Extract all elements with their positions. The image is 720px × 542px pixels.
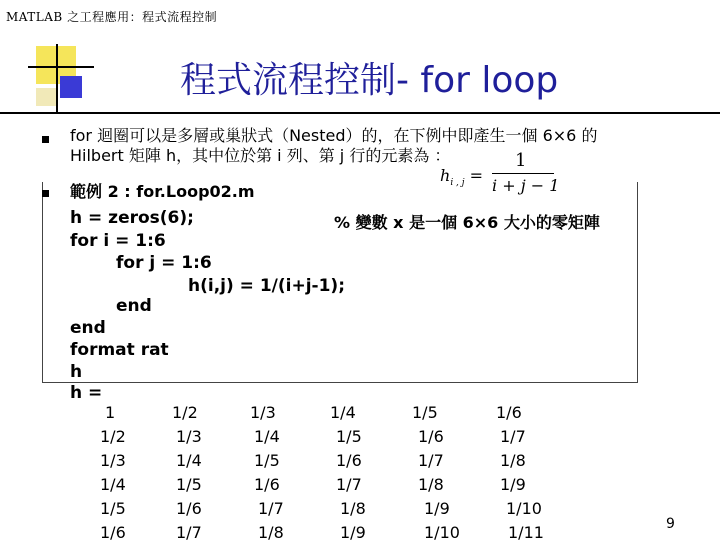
bullet1-line2: Hilbert 矩陣 h，其中位於第 i 列、第 j 行的元素為 ： (70, 146, 451, 165)
matrix-cell: 1/9 (500, 475, 526, 494)
matrix-cell: 1/2 (100, 427, 126, 446)
matrix-cell: 1/10 (424, 523, 460, 542)
matrix-cell: 1/9 (424, 499, 450, 518)
matrix-cell: 1 (105, 403, 116, 422)
matrix-cell: 1/5 (176, 475, 202, 494)
matrix-cell: 1/3 (176, 427, 202, 446)
code-comment: % 變數 x 是一個 6×6 大小的零矩陣 (334, 213, 600, 232)
matrix-cell: 1/9 (340, 523, 366, 542)
code-line: h(i,j) = 1/(i+j-1); (188, 276, 345, 296)
matrix-cell: 1/10 (506, 499, 542, 518)
matrix-cell: 1/8 (258, 523, 284, 542)
code-line: for i = 1:6 (70, 231, 166, 251)
matrix-cell: 1/8 (340, 499, 366, 518)
matrix-cell: 1/4 (176, 451, 202, 470)
matrix-cell: 1/6 (336, 451, 362, 470)
matrix-cell: 1/7 (258, 499, 284, 518)
code-line: format rat (70, 340, 169, 360)
code-line: for j = 1:6 (116, 253, 212, 273)
page-number: 9 (666, 516, 675, 532)
matrix-cell: 1/7 (336, 475, 362, 494)
matrix-cell: 1/8 (418, 475, 444, 494)
matrix-cell: 1/11 (508, 523, 544, 542)
output-label: h = (70, 383, 103, 403)
matrix-cell: 1/5 (336, 427, 362, 446)
fraction-bar (492, 173, 554, 174)
matrix-cell: 1/7 (500, 427, 526, 446)
code-line: end (70, 318, 106, 338)
code-line: end (116, 296, 152, 316)
matrix-cell: 1/5 (254, 451, 280, 470)
matrix-cell: 1/6 (418, 427, 444, 446)
matrix-cell: 1/4 (330, 403, 356, 422)
matrix-cell: 1/7 (418, 451, 444, 470)
matrix-cell: 1/6 (100, 523, 126, 542)
matrix-cell: 1/2 (172, 403, 198, 422)
matrix-cell: 1/4 (100, 475, 126, 494)
formula-denominator: i + j − 1 (492, 176, 560, 195)
title-divider (0, 112, 720, 114)
bullet-icon (42, 190, 49, 197)
bullet-icon (42, 136, 49, 143)
code-line: h (70, 362, 83, 382)
matrix-cell: 1/6 (176, 499, 202, 518)
matrix-cell: 1/3 (250, 403, 276, 422)
matrix-cell: 1/6 (254, 475, 280, 494)
bullet1-line1: for 迴圈可以是多層或巢狀式（Nested）的，在下例中即產生一個 6×6 的 (70, 126, 598, 145)
matrix-cell: 1/5 (100, 499, 126, 518)
formula-numerator: 1 (515, 150, 527, 171)
example-label: 範例 2 : for.Loop02.m (70, 182, 255, 201)
matrix-cell: 1/3 (100, 451, 126, 470)
matrix-cell: 1/6 (496, 403, 522, 422)
slide-title: 程式流程控制- for loop (180, 60, 559, 101)
matrix-cell: 1/7 (176, 523, 202, 542)
matrix-cell: 1/8 (500, 451, 526, 470)
matrix-cell: 1/4 (254, 427, 280, 446)
formula-lhs: $h_{i , j}$ = (440, 166, 484, 189)
code-line: h = zeros(6); (70, 208, 194, 228)
slide-header: MATLAB 之工程應用：程式流程控制 (6, 10, 218, 24)
matrix-cell: 1/5 (412, 403, 438, 422)
